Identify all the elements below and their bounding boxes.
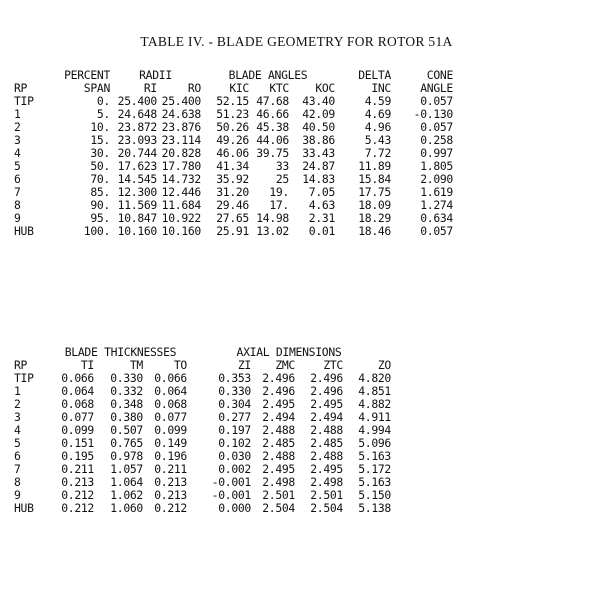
row-label: 3 <box>14 411 21 424</box>
table-cell: 0.211 <box>154 463 187 476</box>
row-label: 5 <box>14 160 21 173</box>
table-cell: 2.31 <box>308 212 335 225</box>
row-label: 5 <box>14 437 21 450</box>
table-cell: 0.507 <box>110 424 143 437</box>
table-cell: 18.09 <box>358 199 391 212</box>
blade-geometry-table <box>14 69 453 238</box>
table-cell: 17.780 <box>161 160 201 173</box>
table-row <box>14 372 391 385</box>
table-cell: 5. <box>96 108 110 121</box>
column-header: ZTC <box>323 359 343 372</box>
blade-thicknesses-header: BLADE THICKNESSES <box>64 346 177 359</box>
table-cell: 23.872 <box>117 121 157 134</box>
table-cell: 0.066 <box>61 372 94 385</box>
table-cell: 5.163 <box>358 450 391 463</box>
table-row <box>14 108 453 121</box>
table-cell: 0.077 <box>61 411 94 424</box>
table-cell: 2.485 <box>262 437 295 450</box>
table-cell: 0.099 <box>61 424 94 437</box>
table-cell: -0.130 <box>413 108 453 121</box>
column-header: KOC <box>315 82 335 95</box>
table-cell: 5.172 <box>358 463 391 476</box>
table-row <box>14 95 453 108</box>
table-cell: 2.501 <box>262 489 295 502</box>
table-cell: 5.150 <box>358 489 391 502</box>
table-cell: 0.149 <box>154 437 187 450</box>
table-cell: 12.300 <box>117 186 157 199</box>
table-cell: 0.258 <box>420 134 453 147</box>
table-cell: 5.096 <box>358 437 391 450</box>
delta-header: DELTA <box>358 69 391 82</box>
cone-header: CONE <box>426 69 453 82</box>
table-cell: 15. <box>90 134 110 147</box>
table-cell: 11.89 <box>358 160 391 173</box>
table-cell: 0.330 <box>218 385 251 398</box>
table-row <box>14 225 453 238</box>
table-cell: 24.638 <box>161 108 201 121</box>
table-cell: 23.114 <box>161 134 201 147</box>
table-row <box>14 385 391 398</box>
table-cell: 2.504 <box>262 502 295 515</box>
table-cell: 33.43 <box>302 147 335 160</box>
column-header: ZMC <box>275 359 295 372</box>
table-cell: 0.978 <box>110 450 143 463</box>
table-cell: 23.093 <box>117 134 157 147</box>
column-header: RP <box>14 359 28 372</box>
table-cell: 0.002 <box>218 463 251 476</box>
table-cell: 0.057 <box>420 121 453 134</box>
table-cell: 17.75 <box>358 186 391 199</box>
table-cell: 4.59 <box>364 95 391 108</box>
table-cell: 0.151 <box>61 437 94 450</box>
table-row <box>14 134 453 147</box>
column-header: TI <box>80 359 94 372</box>
table-cell: 4.911 <box>358 411 391 424</box>
table-cell: 4.882 <box>358 398 391 411</box>
table-cell: 25.400 <box>117 95 157 108</box>
table-cell: 25 <box>275 173 289 186</box>
row-label: 8 <box>14 476 21 489</box>
table-cell: 0.196 <box>154 450 187 463</box>
row-label: 2 <box>14 121 21 134</box>
table-cell: 0.997 <box>420 147 453 160</box>
table-cell: 2.090 <box>420 173 453 186</box>
table-cell: 0.068 <box>61 398 94 411</box>
row-label: 1 <box>14 108 21 121</box>
table-cell: 19. <box>269 186 289 199</box>
table-cell: 2.496 <box>262 372 295 385</box>
table-cell: 0.057 <box>420 95 453 108</box>
table-cell: 12.446 <box>161 186 201 199</box>
table-cell: 0.030 <box>218 450 251 463</box>
table-cell: 18.46 <box>358 225 391 238</box>
table-row <box>14 160 453 173</box>
table-cell: 31.20 <box>216 186 249 199</box>
row-label: 3 <box>14 134 21 147</box>
table-cell: 11.684 <box>161 199 201 212</box>
column-header: RI <box>143 82 157 95</box>
column-header: TM <box>129 359 143 372</box>
table-cell: 4.994 <box>358 424 391 437</box>
table-row <box>14 450 391 463</box>
table-cell: 40.50 <box>302 121 335 134</box>
table-row <box>14 411 391 424</box>
table-cell: 30. <box>90 147 110 160</box>
table-cell: 10.922 <box>161 212 201 225</box>
column-header-row <box>14 82 453 95</box>
table-cell: 2.485 <box>310 437 343 450</box>
table-cell: 2.496 <box>310 372 343 385</box>
row-label: 6 <box>14 173 21 186</box>
radii-header: RADII <box>139 69 172 82</box>
table-row <box>14 147 453 160</box>
table-cell: 2.494 <box>310 411 343 424</box>
table-row <box>14 437 391 450</box>
table-cell: 20.744 <box>117 147 157 160</box>
table-cell: 2.495 <box>310 398 343 411</box>
table-cell: 2.495 <box>262 398 295 411</box>
axial-dimensions-header: AXIAL DIMENSIONS <box>236 346 342 359</box>
table-cell: 2.488 <box>310 424 343 437</box>
table-cell: 2.495 <box>262 463 295 476</box>
table-cell: 5.138 <box>358 502 391 515</box>
table-cell: 0.195 <box>61 450 94 463</box>
table-cell: 39.75 <box>256 147 289 160</box>
table-cell: 2.498 <box>262 476 295 489</box>
table-cell: 2.501 <box>310 489 343 502</box>
table-row <box>14 212 453 225</box>
table-cell: 0.212 <box>154 502 187 515</box>
table-title: TABLE IV. - BLADE GEOMETRY FOR ROTOR 51A <box>140 34 453 49</box>
table-cell: 49.26 <box>216 134 249 147</box>
column-header: INC <box>371 82 391 95</box>
table-cell: 7.72 <box>364 147 391 160</box>
table-row <box>14 199 453 212</box>
row-label: 2 <box>14 398 21 411</box>
row-label: 7 <box>14 186 21 199</box>
table-cell: 15.84 <box>358 173 391 186</box>
blade-angles-header: BLADE ANGLES <box>228 69 308 82</box>
table-cell: 0.077 <box>154 411 187 424</box>
table-cell: 0.213 <box>154 489 187 502</box>
column-header: TO <box>173 359 187 372</box>
table-cell: 70. <box>90 173 110 186</box>
table-cell: 0.634 <box>420 212 453 225</box>
table-row <box>14 476 391 489</box>
table-cell: 20.828 <box>161 147 201 160</box>
table-cell: 46.06 <box>216 147 249 160</box>
table-cell: 18.29 <box>358 212 391 225</box>
table-cell: 0.000 <box>218 502 251 515</box>
column-header-row <box>14 359 391 372</box>
table-cell: 85. <box>90 186 110 199</box>
table-cell: 38.86 <box>302 134 335 147</box>
table-cell: 2.496 <box>262 385 295 398</box>
table-cell: 1.062 <box>110 489 143 502</box>
table-cell: 33 <box>275 160 289 173</box>
table-cell: 13.02 <box>256 225 289 238</box>
table-cell: 0.330 <box>110 372 143 385</box>
group-header-row <box>14 69 453 82</box>
table-cell: 0.348 <box>110 398 143 411</box>
table-row <box>14 463 391 476</box>
table-cell: 14.545 <box>117 173 157 186</box>
table-cell: 29.46 <box>216 199 249 212</box>
table-cell: 2.488 <box>310 450 343 463</box>
column-header: RO <box>187 82 201 95</box>
table-cell: 2.495 <box>310 463 343 476</box>
table-cell: 0.353 <box>218 372 251 385</box>
column-header: KTC <box>269 82 289 95</box>
table-cell: 4.820 <box>358 372 391 385</box>
table-cell: 0.099 <box>154 424 187 437</box>
table-cell: 41.34 <box>216 160 249 173</box>
table-cell: 25.400 <box>161 95 201 108</box>
table-cell: 0.066 <box>154 372 187 385</box>
table-cell: 46.66 <box>256 108 289 121</box>
row-label: 9 <box>14 212 21 225</box>
table-cell: 0.064 <box>154 385 187 398</box>
table-cell: 95. <box>90 212 110 225</box>
table-cell: 11.569 <box>117 199 157 212</box>
row-label: 1 <box>14 385 21 398</box>
table-cell: 10.160 <box>161 225 201 238</box>
table-cell: 50.26 <box>216 121 249 134</box>
table-cell: 10.847 <box>117 212 157 225</box>
table-cell: 0.01 <box>308 225 335 238</box>
table-cell: 100. <box>83 225 110 238</box>
table-cell: 0.212 <box>61 489 94 502</box>
table-row <box>14 398 391 411</box>
table-row <box>14 121 453 134</box>
column-header: ZO <box>377 359 391 372</box>
table-row <box>14 424 391 437</box>
table-cell: 42.09 <box>302 108 335 121</box>
group-header-row <box>14 346 391 359</box>
row-label: HUB <box>14 225 34 238</box>
table-cell: 4.96 <box>364 121 391 134</box>
blade-geometry-rows <box>14 95 453 238</box>
table-cell: 24.87 <box>302 160 335 173</box>
table-cell: 2.504 <box>310 502 343 515</box>
column-header: KIC <box>229 82 249 95</box>
row-label: 6 <box>14 450 21 463</box>
table-cell: 0.057 <box>420 225 453 238</box>
row-label: 4 <box>14 147 21 160</box>
column-header: SPAN <box>83 82 110 95</box>
table-cell: 90. <box>90 199 110 212</box>
table-cell: 0.064 <box>61 385 94 398</box>
percent-header: PERCENT <box>64 69 110 82</box>
table-cell: 2.488 <box>262 450 295 463</box>
table-cell: 35.92 <box>216 173 249 186</box>
table-cell: 0.765 <box>110 437 143 450</box>
table-cell: 17.623 <box>117 160 157 173</box>
table-cell: 0.068 <box>154 398 187 411</box>
table-cell: 0.213 <box>61 476 94 489</box>
table-cell: 43.40 <box>302 95 335 108</box>
table-row <box>14 173 453 186</box>
table-cell: 24.648 <box>117 108 157 121</box>
table-cell: 0.212 <box>61 502 94 515</box>
table-cell: 47.68 <box>256 95 289 108</box>
table-cell: 0.277 <box>218 411 251 424</box>
table-cell: -0.001 <box>211 476 251 489</box>
row-label: 9 <box>14 489 21 502</box>
table-cell: 0.380 <box>110 411 143 424</box>
table-cell: 0. <box>96 95 110 108</box>
table-cell: 17. <box>269 199 289 212</box>
table-row <box>14 502 391 515</box>
table-cell: 5.163 <box>358 476 391 489</box>
table-cell: 1.274 <box>420 199 453 212</box>
row-label: 7 <box>14 463 21 476</box>
table-cell: 1.060 <box>110 502 143 515</box>
table-cell: 0.197 <box>218 424 251 437</box>
table-cell: 4.69 <box>364 108 391 121</box>
table-cell: 0.304 <box>218 398 251 411</box>
table-cell: 1.805 <box>420 160 453 173</box>
table-cell: -0.001 <box>211 489 251 502</box>
row-label: TIP <box>14 95 34 108</box>
table-cell: 50. <box>90 160 110 173</box>
column-header: ZI <box>237 359 251 372</box>
thickness-axial-table <box>14 346 391 515</box>
table-cell: 2.494 <box>262 411 295 424</box>
table-cell: 1.057 <box>110 463 143 476</box>
table-cell: 25.91 <box>216 225 249 238</box>
column-header: ANGLE <box>420 82 453 95</box>
table-cell: 7.05 <box>308 186 335 199</box>
table-row <box>14 186 453 199</box>
row-label: 4 <box>14 424 21 437</box>
table-cell: 2.488 <box>262 424 295 437</box>
thickness-axial-rows <box>14 372 391 515</box>
row-label: TIP <box>14 372 34 385</box>
table-cell: 14.732 <box>161 173 201 186</box>
table-cell: 23.876 <box>161 121 201 134</box>
table-cell: 10. <box>90 121 110 134</box>
table-cell: 0.213 <box>154 476 187 489</box>
table-cell: 2.498 <box>310 476 343 489</box>
table-cell: 5.43 <box>364 134 391 147</box>
table-cell: 14.83 <box>302 173 335 186</box>
table-cell: 45.38 <box>256 121 289 134</box>
table-cell: 1.619 <box>420 186 453 199</box>
table-cell: 4.851 <box>358 385 391 398</box>
table-cell: 0.102 <box>218 437 251 450</box>
row-label: 8 <box>14 199 21 212</box>
table-row <box>14 489 391 502</box>
table-cell: 10.160 <box>117 225 157 238</box>
table-cell: 0.211 <box>61 463 94 476</box>
table-cell: 51.23 <box>216 108 249 121</box>
row-label: HUB <box>14 502 34 515</box>
column-header: RP <box>14 82 28 95</box>
table-cell: 27.65 <box>216 212 249 225</box>
table-cell: 44.06 <box>256 134 289 147</box>
table-cell: 52.15 <box>216 95 249 108</box>
table-cell: 2.496 <box>310 385 343 398</box>
table-cell: 14.98 <box>256 212 289 225</box>
table-cell: 1.064 <box>110 476 143 489</box>
table-cell: 4.63 <box>308 199 335 212</box>
table-cell: 0.332 <box>110 385 143 398</box>
